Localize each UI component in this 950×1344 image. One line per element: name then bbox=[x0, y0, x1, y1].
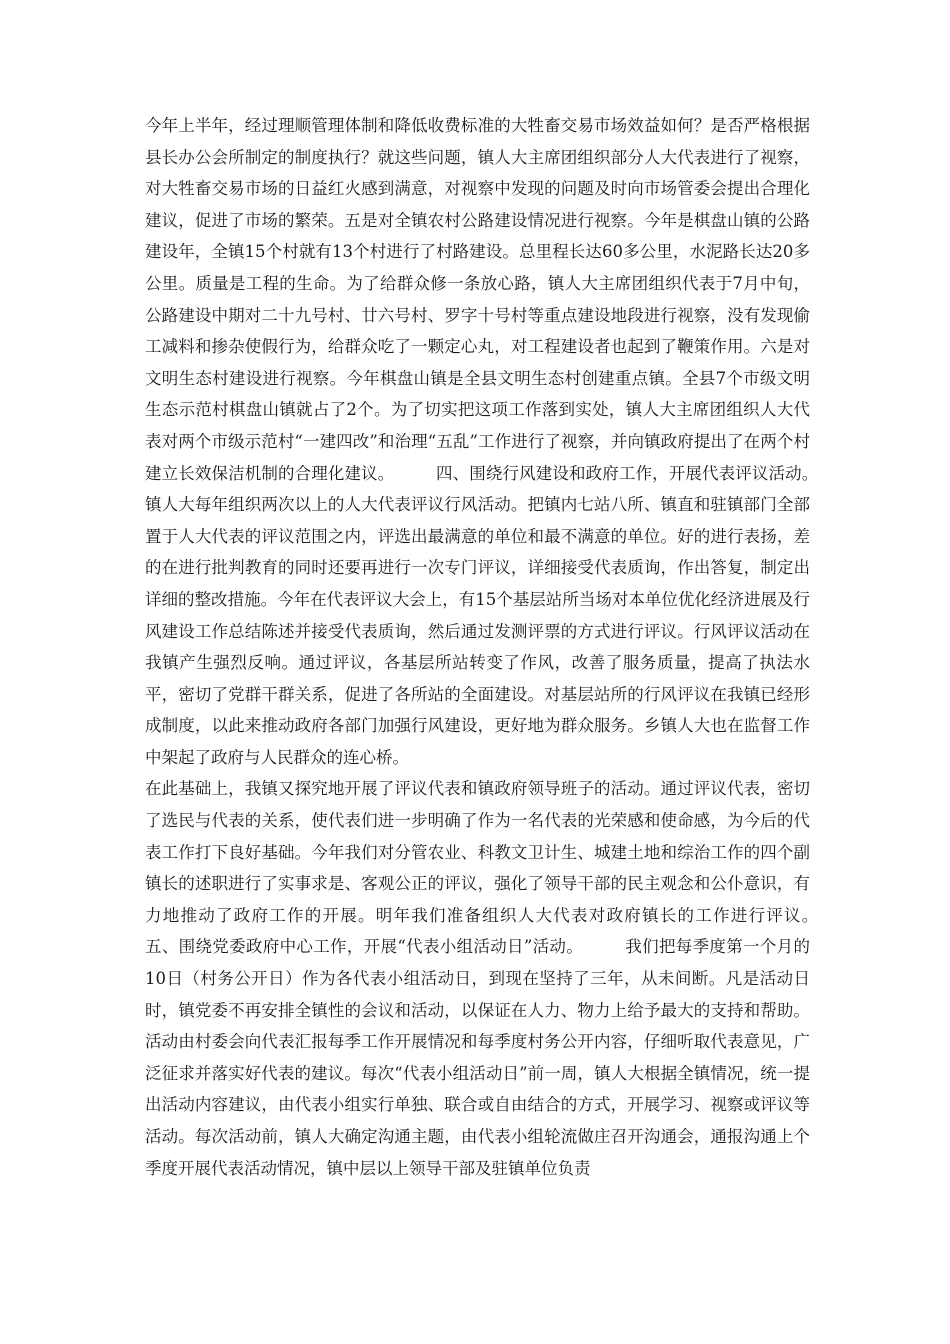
body-paragraph-1: 今年上半年，经过理顺管理体制和降低收费标准的大牲畜交易市场效益如何？是否严格根据县长办公会所制定的制度执行？就这些问题，镇人大主席团组织部分人大代表进行了视察，对大牲畜交易市场的日益红火感到满意，对视察中发现的问题及时向市场管委会提出合理化建议，促进了市场的繁荣。五是对全镇农村公路建设情况进行视察。今年是棋盘山镇的公路建设年，全镇15个村就有13个村进行了村路建设。总里程长达60多公里，水泥路长达20多公里。质量是工程的生命。为了给群众修一条放心路，镇人大主席团组织代表于7月中旬，公路建设中期对二十九号村、廿六号村、罗字十号村等重点建设地段进行视察，没有发现偷工减料和掺杂使假行为，给群众吃了一颗定心丸，对工程建设者也起到了鞭策作用。六是对文明生态村建设进行视察。今年棋盘山镇是全县文明生态村创建重点镇。全县7个市级文明生态示范村棋盘山镇就占了2个。为了切实把这项工作落到实处，镇人大主席团组织人大代表对两个市级示范村“一建四改”和治理“五乱”工作进行了视察，并向镇政府提出了在两个村建立长效保洁机制的合理化建议。 四、围绕行风建设和政府工作，开展代表评议活动。 镇人大每年组织两次以上的人大代表评议行风活动。把镇内七站八所、镇直和驻镇部门全部置于人大代表的评议范围之内，评选出最满意的单位和最不满意的单位。好的进行表扬，差的在进行批判教育的同时还要再进行一次专门评议，详细接受代表质询，作出答复，制定出详细的整改措施。今年在代表评议大会上，有15个基层站所当场对本单位优化经济进展及行风建设工作总结陈述并接受代表质询，然后通过发测评票的方式进行评议。行风评议活动在我镇产生强烈反响。通过评议，各基层所站转变了作风，改善了服务质量，提高了执法水平，密切了党群干群关系，促进了各所站的全面建设。对基层站所的行风评议在我镇已经形成制度，以此来推动政府各部门加强行风建设，更好地为群众服务。乡镇人大也在监督工作中架起了政府与人民群众的连心桥。 bbox=[145, 116, 860, 767]
document-body bbox=[145, 110, 860, 1184]
body-paragraph-2: 在此基础上，我镇又探究地开展了评议代表和镇政府领导班子的活动。通过评议代表，密切了选民与代表的关系，使代表们进一步明确了作为一名代表的光荣感和使命感，为今后的代表工作打下良好基础。今年我们对分管农业、科教文卫计生、城建土地和综治工作的四个副镇长的述职进行了实事求是、客观公正的评议，强化了领导干部的民主观念和公仆意识，有力地推动了政府工作的开展。明年我们准备组织人大代表对政府镇长的工作进行评议。 五、围绕党委政府中心工作，开展“代表小组活动日”活动。 我们把每季度第一个月的10日（村务公开日）作为各代表小组活动日，到现在坚持了三年，从未间断。凡是活动日时，镇党委不再安排全镇性的会议和活动，以保证在人力、物力上给予最大的支持和帮助。活动由村委会向代表汇报每季工作开展情况和每季度村务公开内容，仔细听取代表意见，广泛征求并落实好代表的建议。每次“代表小组活动日”前一周，镇人大根据全镇情况，统一提出活动内容建议，由代表小组实行单独、联合或自由结合的方式，开展学习、视察或评议等活动。每次活动前，镇人大确定沟通主题，由代表小组轮流做庄召开沟通会，通报沟通上个季度开展代表活动情况，镇中层以上领导干部及驻镇单位负责 bbox=[145, 779, 860, 1178]
